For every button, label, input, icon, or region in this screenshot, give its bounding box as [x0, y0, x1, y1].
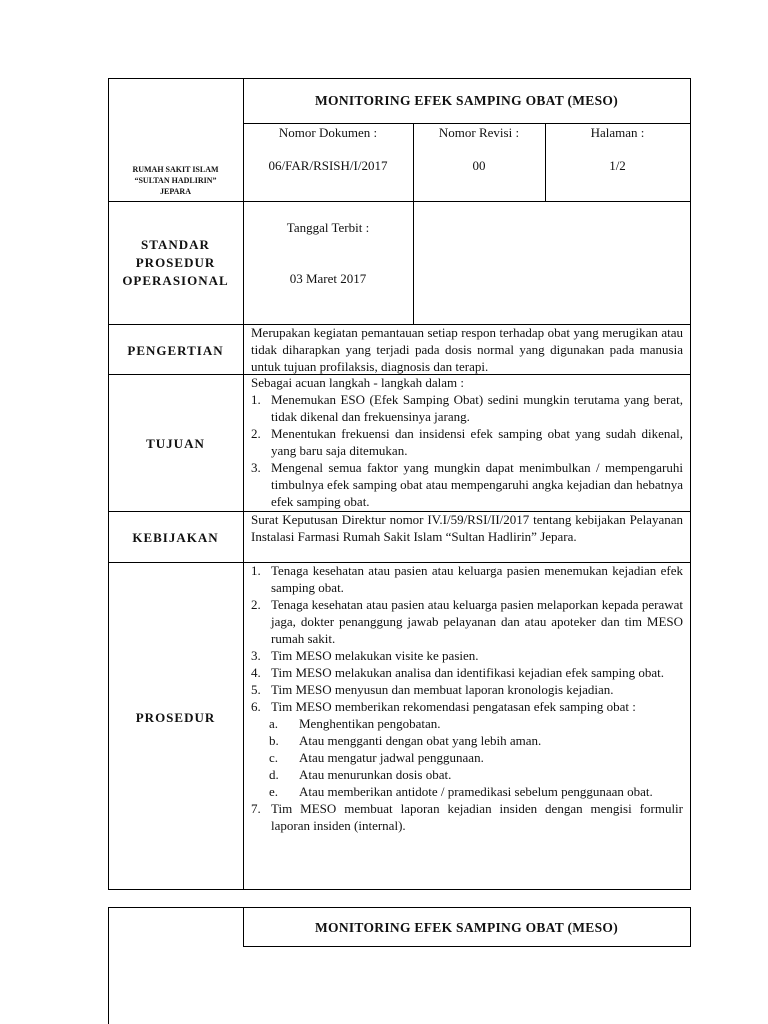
list-number: b.	[269, 733, 279, 748]
list-number: 3.	[251, 648, 261, 663]
hospital-name-line2: “SULTAN HADLIRIN”	[134, 176, 217, 185]
tujuan-item	[245, 459, 683, 510]
list-number: c.	[269, 750, 279, 765]
kebijakan-text: Surat Keputusan Direktur nomor IV.I/59/RSI/II/2017 tentang kebijakan Pelayanan Instalasi Farmasi Rumah Sakit Islam “Sultan Hadlirin” Jepara.	[251, 512, 683, 544]
page2-document-title: MONITORING EFEK SAMPING OBAT (MESO)	[314, 920, 619, 935]
tujuan-intro: Sebagai acuan langkah - langkah dalam :	[251, 375, 464, 390]
list-number: e.	[269, 784, 279, 799]
list-number: 1.	[251, 392, 261, 407]
list-text: Mengenal semua faktor yang mungkin dapat menimbulkan / mempengaruhi timbulnya efek samping obat atau mempengaruhi angka kejadian dan hebatnya efek samping obat.	[271, 460, 683, 509]
list-number: 5.	[251, 682, 261, 697]
prosedur-sub-item	[245, 715, 683, 732]
list-text: Menemukan ESO (Efek Samping Obat) sedini mungkin terutama yang berat, tidak dikenal dan frekuensinya jarang.	[271, 392, 683, 424]
list-number: 6.	[251, 699, 261, 714]
prosedur-sub-item	[245, 783, 683, 800]
list-text: Tenaga kesehatan atau pasien atau keluarga pasien melaporkan kepada perawat jaga, dokter penanggung jawab pelayanan dan atau apoteker dan tim MESO rumah sakit.	[271, 597, 683, 646]
prosedur-sub-item	[245, 766, 683, 783]
hospital-name-line3: JEPARA	[160, 187, 191, 196]
prosedur-sub-item	[245, 749, 683, 766]
page-value: 1/2	[609, 158, 626, 173]
document-title: MONITORING EFEK SAMPING OBAT (MESO)	[314, 93, 619, 108]
list-number: 1.	[251, 563, 261, 578]
prosedur-content	[245, 562, 683, 834]
doc-number-label: Nomor Dokumen :	[278, 125, 378, 140]
revision-value: 00	[472, 158, 486, 173]
issue-date-value: 03 Maret 2017	[289, 271, 367, 286]
list-text: Atau mengatur jadwal penggunaan.	[299, 750, 484, 765]
prosedur-item	[245, 562, 683, 596]
page-label: Halaman :	[590, 125, 645, 140]
list-text: Menghentikan pengobatan.	[299, 716, 441, 731]
doc-number-value: 06/FAR/RSISH/I/2017	[268, 158, 388, 173]
list-text: Tim MESO menyusun dan membuat laporan kronologis kejadian.	[271, 682, 614, 697]
list-number: 4.	[251, 665, 261, 680]
list-text: Tim MESO melakukan visite ke pasien.	[271, 648, 479, 663]
prosedur-item	[245, 698, 683, 715]
list-text: Atau menurunkan dosis obat.	[299, 767, 452, 782]
list-number: 2.	[251, 597, 261, 612]
kebijakan-label: KEBIJAKAN	[132, 530, 219, 545]
revision-label: Nomor Revisi :	[438, 125, 520, 140]
prosedur-last-list	[245, 800, 683, 834]
hospital-name-line1: RUMAH SAKIT ISLAM	[132, 165, 219, 174]
prosedur-item	[245, 647, 683, 664]
pengertian-text: Merupakan kegiatan pemantauan setiap respon terhadap obat yang merugikan atau tidak diharapkan yang terjadi pada dosis normal yang digunakan pada manusia untuk tujuan profilaksis, diagnosis dan terapi.	[251, 325, 683, 374]
list-number: 7.	[251, 801, 261, 816]
prosedur-sub-list	[245, 715, 683, 800]
prosedur-item	[245, 800, 683, 834]
list-text: Tim MESO membuat laporan kejadian insiden dengan mengisi formulir laporan insiden (internal).	[271, 801, 683, 833]
list-text: Atau mengganti dengan obat yang lebih aman.	[299, 733, 542, 748]
spo-title-line2: PROSEDUR	[135, 255, 216, 270]
list-text: Menentukan frekuensi dan insidensi efek samping obat yang sudah dikenal, yang baru saja ditemukan.	[271, 426, 683, 458]
spo-title-line3: OPERASIONAL	[122, 273, 229, 288]
tujuan-label: TUJUAN	[146, 436, 205, 451]
prosedur-sub-item	[245, 732, 683, 749]
prosedur-label: PROSEDUR	[135, 710, 216, 725]
hospital-name	[108, 164, 243, 197]
tujuan-item	[245, 425, 683, 459]
list-text: Tim MESO melakukan analisa dan identifikasi kejadian efek samping obat.	[271, 665, 665, 680]
list-text: Tim MESO memberikan rekomendasi pengatasan efek samping obat :	[271, 699, 636, 714]
pengertian-label: PENGERTIAN	[127, 343, 224, 358]
list-number: 2.	[251, 426, 261, 441]
spo-title	[108, 236, 243, 290]
prosedur-item	[245, 664, 683, 681]
tujuan-content	[245, 374, 683, 510]
tujuan-list	[245, 391, 683, 510]
prosedur-item	[245, 681, 683, 698]
list-number: d.	[269, 767, 279, 782]
spo-title-line1: STANDAR	[141, 237, 210, 252]
tujuan-item	[245, 391, 683, 425]
list-text: Tenaga kesehatan atau pasien atau keluarga pasien menemukan kejadian efek samping obat.	[271, 563, 683, 595]
list-number: a.	[269, 716, 279, 731]
list-number: 3.	[251, 460, 261, 475]
issue-date-label: Tanggal Terbit :	[286, 220, 370, 235]
prosedur-list	[245, 562, 683, 715]
list-text: Atau memberikan antidote / pramedikasi sebelum penggunaan obat.	[299, 784, 653, 799]
prosedur-item	[245, 596, 683, 647]
